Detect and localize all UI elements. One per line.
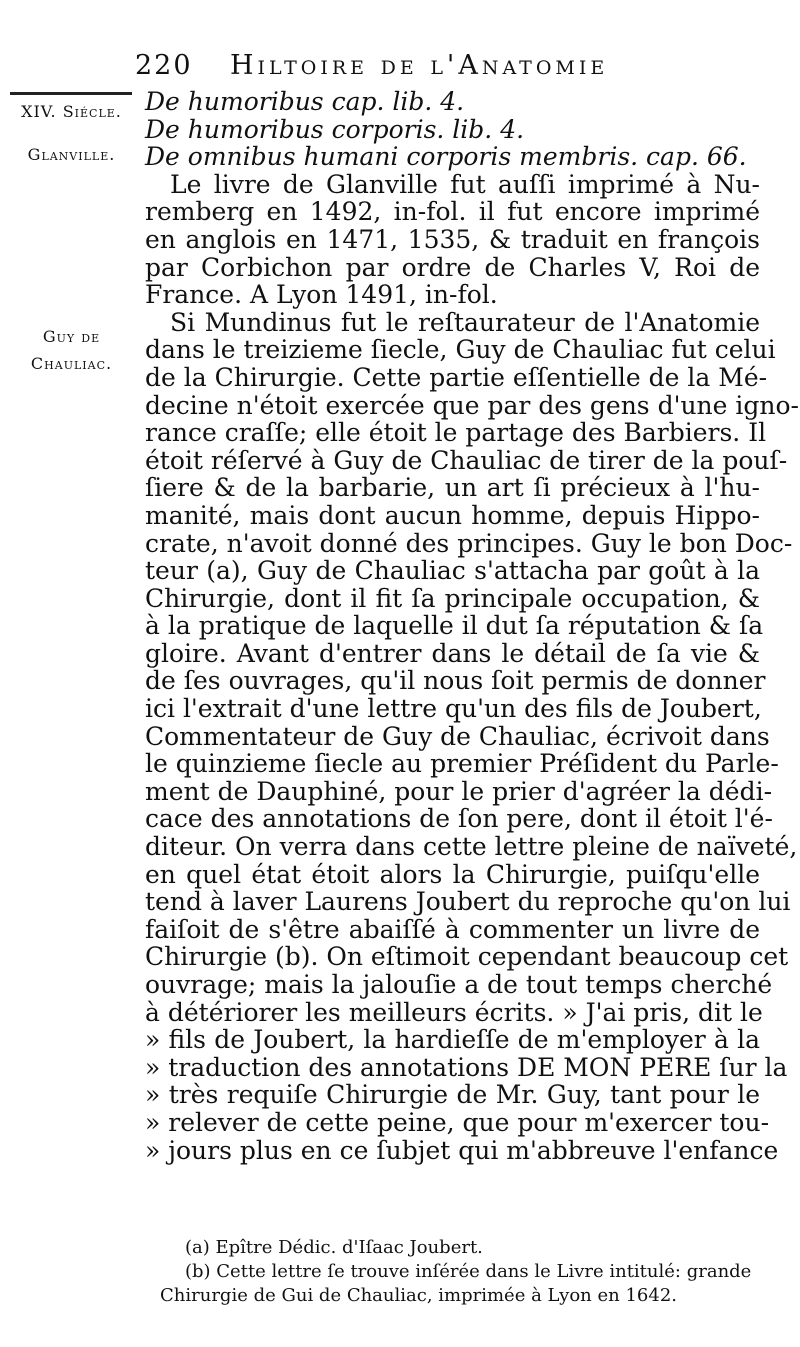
body-line: de la Chirurgie. Cette partie eſſentielle de la Mé- [145,362,768,392]
body-line: cace des annotations de ſon pere, dont il étoit l'é- [145,804,773,834]
body-line: remberg en 1492, in-fol. il fut encore imprimé [145,197,760,227]
body-line: » fils de Joubert, la hardieſſe de m'employer à la [145,1025,760,1055]
body-line: tend à laver Laurens Joubert du reproche qu'on lui [145,887,791,917]
body-line: dans le treizieme ſiecle, Guy de Chauliac fut celui [145,335,776,365]
page-header [135,50,775,86]
body-line: crate, n'avoit donné des principes. Guy le bon Doc- [145,528,793,558]
margin-note-century: XIV. Siécle. [21,102,122,121]
footnote-b: (b) Cette lettre ſe trouve inſérée dans le Livre intitulé: grande [185,1261,752,1282]
body-line: à détériorer les meilleurs écrits. » J'ai pris, dit le [145,997,763,1027]
footnote-a: (a) Epître Dédic. d'Iſaac Joubert. [185,1237,483,1258]
body-line: decine n'étoit exercée que par des gens d'une igno- [145,390,799,420]
body-line: ici l'extrait d'une lettre qu'un des fils de Joubert, [145,694,762,724]
body-line: diteur. On verra dans cette lettre pleine de naïveté, [145,832,798,862]
body-line: » jours plus en ce ſubjet qui m'abbreuve l'enfance [145,1135,779,1165]
body-line: par Corbichon par ordre de Charles V, Roi de [145,252,760,282]
body-line: en anglois en 1471, 1535, & traduit en françois [145,224,760,254]
body-line: Le livre de Glanville fut auſſi imprimé à Nu- [170,169,760,199]
body-line: » relever de cette peine, que pour m'exercer tou- [145,1107,770,1137]
footnotes [160,1236,760,1308]
body-line: rance craſſe; elle étoit le partage des Barbiers. Il [145,418,767,448]
body-line: De humoribus corporis. lib. 4. [145,114,525,144]
body-line: faiſoit de s'être abaiſſé à commenter un livre de [145,914,760,944]
body-line: ſiere & de la barbarie, un art ſi précieux à l'hu- [145,473,760,503]
margin-note-guy: Guy de [42,327,101,346]
body-text [145,87,799,1165]
body-line: De humoribus cap. lib. 4. [145,87,465,116]
body-line: manité, mais dont aucun homme, depuis Hippo- [145,500,760,530]
body-line: De omnibus humani corporis membris. cap. 66. [145,142,747,172]
body-line: de ſes ouvrages, qu'il nous ſoit permis de donner [145,666,766,696]
running-title: Hiltoire de l'Anatomie [230,50,609,81]
footnote-b-cont: Chirurgie de Gui de Chauliac, imprimée à Lyon en 1642. [160,1285,677,1306]
body-line: étoit réſervé à Guy de Chauliac de tirer de la pouſ- [145,445,788,475]
margin-note-glanville: Glanville. [27,145,116,164]
body-line: Chirurgie (b). On eſtimoit cependant beaucoup cet [145,942,789,972]
body-line: ment de Dauphiné, pour le prier d'agréer la dédi- [145,776,773,806]
body-line: le quinzieme ſiecle au premier Préſident du Parle- [145,749,779,779]
body-line: à la pratique de laquelle il dut ſa réputation & ſa [145,611,764,641]
body-line: gloire. Avant d'entrer dans le détail de ſa vie & [145,638,760,668]
body-line: Chirurgie, dont il fit ſa principale occupation, & [145,583,760,613]
body-line: ouvrage; mais la jalouſie a de tout temps cherché [145,970,773,999]
body-line: Si Mundinus fut le reſtaurateur de l'Anatomie [170,307,760,337]
body-line: Commentateur de Guy de Chauliac, écrivoit dans [145,721,770,751]
margin-rule [10,92,132,95]
body-line: en quel état étoit alors la Chirurgie, puiſqu'elle [145,859,760,889]
margin-note-chauliac: Chauliac. [30,354,113,373]
page-number: 220 [135,50,193,81]
body-line: » traduction des annotations DE MON PERE ſur la [145,1052,788,1082]
body-line: » très requiſe Chirurgie de Mr. Guy, tant pour le [145,1080,760,1110]
body-line: teur (a), Guy de Chauliac s'attacha par goût à la [145,556,760,586]
body-line: France. A Lyon 1491, in-fol. [145,280,498,310]
